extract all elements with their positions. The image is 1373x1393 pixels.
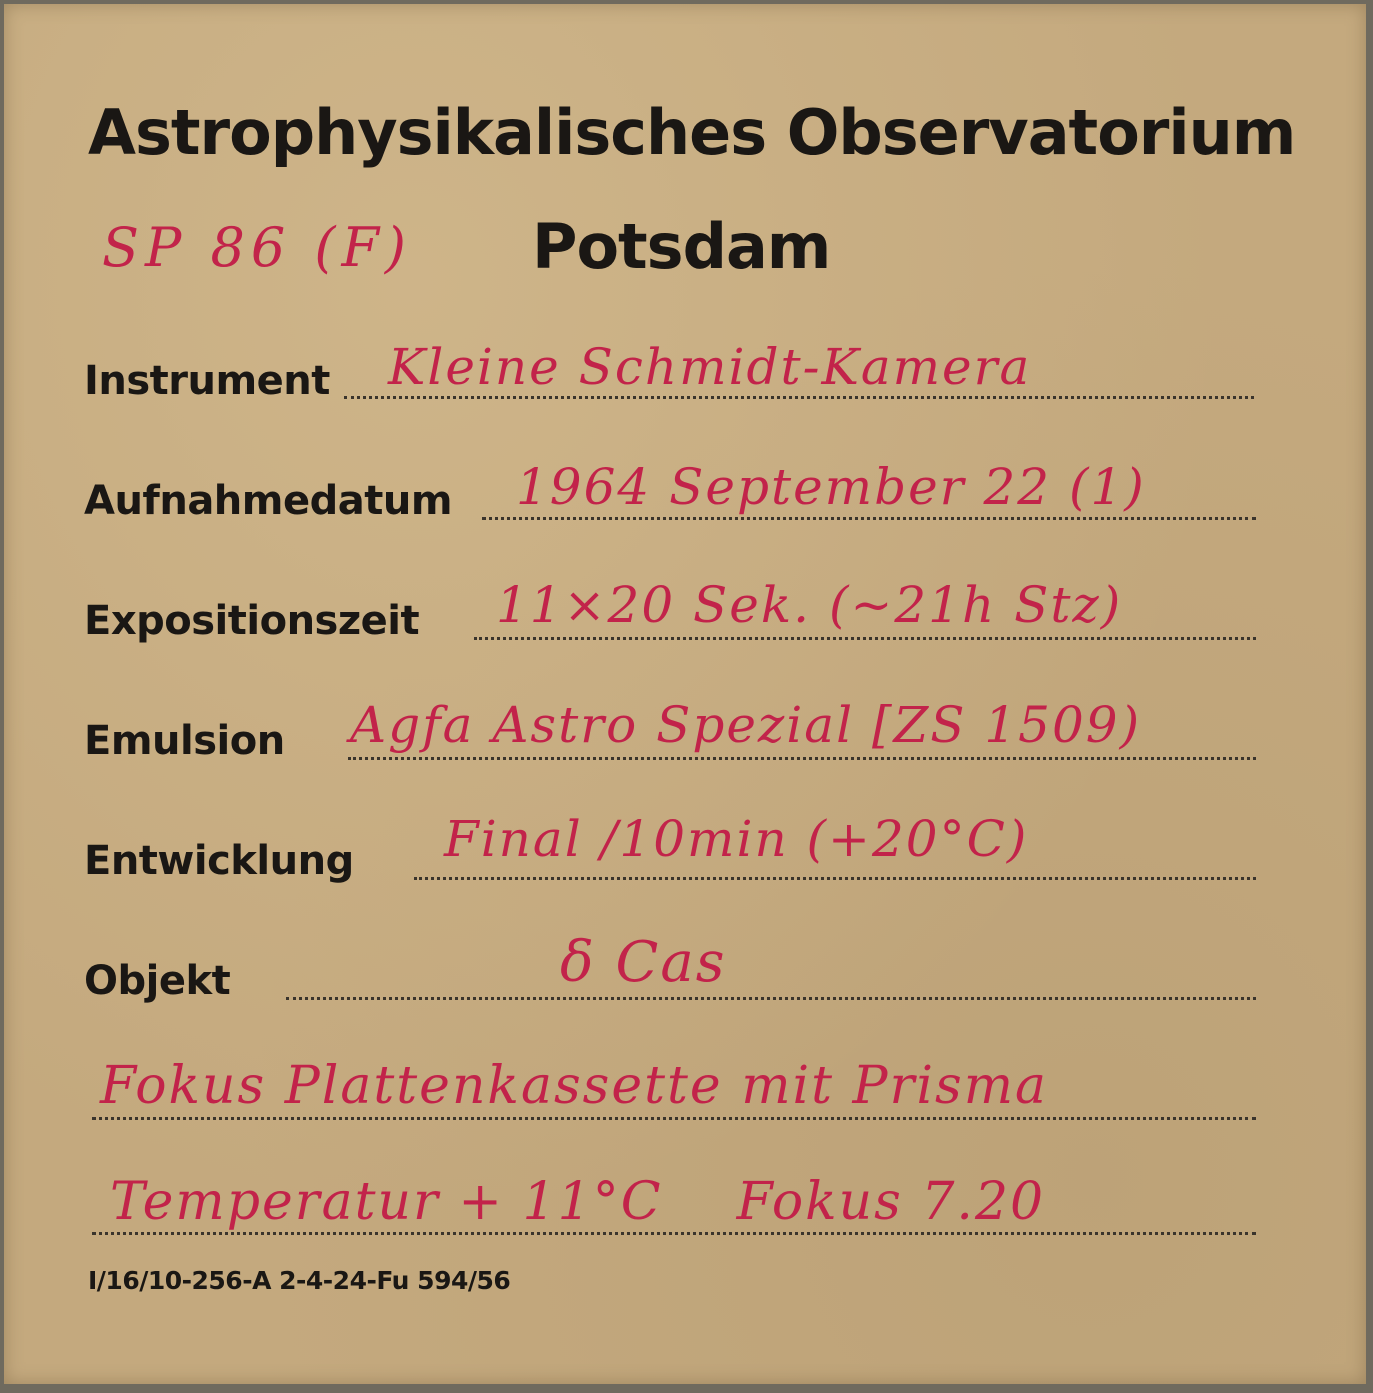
field-line-date [482,517,1256,520]
field-label-emulsion: Emulsion [84,718,285,764]
field-value-instrument: Kleine Schmidt-Kamera [388,338,1032,396]
field-line-emulsion [348,757,1256,760]
note-focus-cassette: Fokus Plattenkassette mit Prisma [100,1056,1049,1116]
field-value-development: Final /10min (+20°C) [444,810,1029,868]
observatory-title: Astrophysikalisches Observatorium [88,96,1296,169]
field-line-object [286,997,1256,1000]
field-label-exposure: Expositionszeit [84,598,420,644]
observatory-location: Potsdam [532,210,831,283]
field-label-development: Entwicklung [84,838,354,884]
field-line-development [414,877,1256,880]
field-line-exposure [474,637,1256,640]
field-line-instrument [344,396,1254,399]
plate-id-handwritten: SP 86 (F) [102,216,412,279]
field-value-exposure: 11×20 Sek. (~21h Stz) [496,576,1123,634]
note-temperature-focus: Temperatur + 11°C Fokus 7.20 [110,1172,1046,1232]
form-code: I/16/10-256-A 2-4-24-Fu 594/56 [88,1266,511,1295]
field-label-object: Objekt [84,958,231,1004]
note-line-2 [92,1232,1256,1235]
field-value-emulsion: Agfa Astro Spezial [ZS 1509) [350,696,1142,754]
field-label-date: Aufnahmedatum [84,478,452,524]
field-label-instrument: Instrument [84,358,330,404]
field-value-date: 1964 September 22 (1) [516,458,1146,516]
field-value-object: δ Cas [560,930,727,995]
plate-envelope-card [4,4,1366,1384]
note-line-1 [92,1117,1256,1120]
